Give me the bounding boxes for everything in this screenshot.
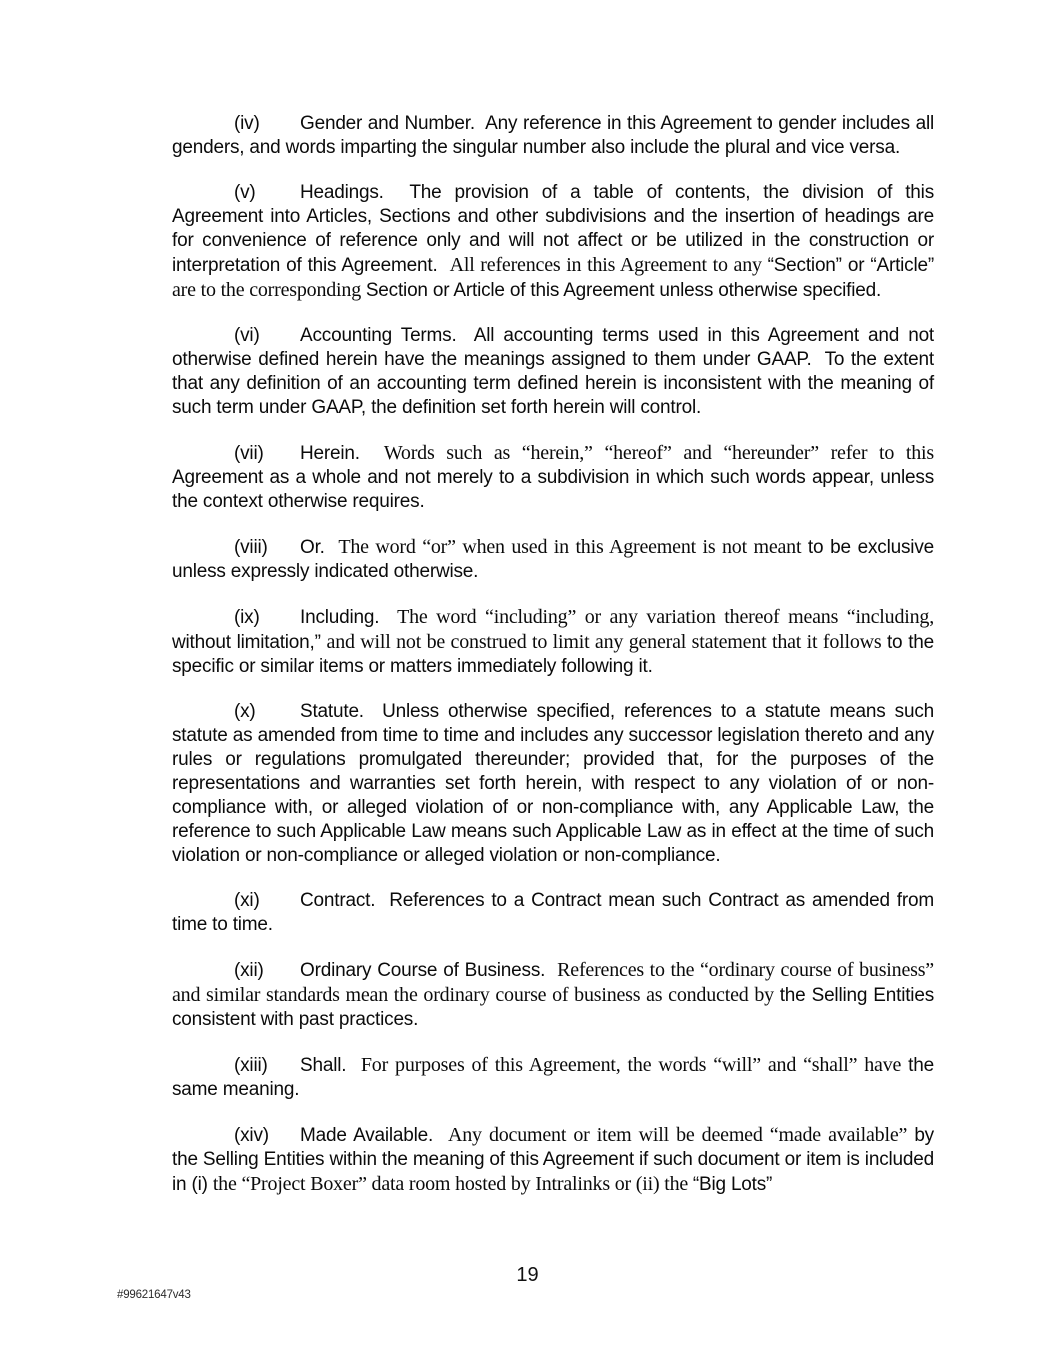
paragraph-text-segment: References to a Contract mean such Contract as amended from time to time.	[172, 890, 934, 935]
paragraph-text-segment: Agreement as a whole and not merely to a subdivision in which such words appear, unless the context otherwise requires.	[172, 467, 934, 512]
paragraph	[172, 700, 934, 868]
paragraph-text-segment: The provision of a table of contents, the division of this Agreement into Articles, Sections and other subdivisions and the insertion of headings are for convenience of reference only and will not affect or be utilized in the construction or interpretation of this Agreement.	[172, 182, 934, 276]
page-number: 19	[516, 1264, 539, 1286]
document-body	[172, 112, 934, 1218]
paragraph-title: Made Available.	[300, 1125, 434, 1146]
document-id-stamp: #99621647v43	[117, 1289, 191, 1301]
paragraph	[172, 535, 934, 584]
paragraph-text-segment: For purposes of this Agreement, the words “will” and “shall” have	[360, 1054, 909, 1076]
paragraph-title: Including.	[300, 607, 380, 628]
paragraph-text-segment: Unless otherwise specified, references to a statute means such statute as amended from time to time and includes any successor legislation thereto and any rules or regulations promulgated thereunder; provided that, for the purposes of the representations and warranties set forth herein, with respect to any violation of or non-compliance with, or alleged violation of or non-compliance with, any Applicable Law, the reference to such Applicable Law means such Applicable Law as in effect at the time of such violation or non-compliance or alleged violation or non-compliance.	[172, 701, 934, 866]
paragraph-text-segment: Any reference in this Agreement to gender includes all genders, and words imparting the singular number also include the plural and vice versa.	[172, 113, 935, 158]
paragraph-title: Headings.	[300, 182, 384, 203]
paragraph-number: (iv)	[234, 113, 260, 134]
paragraph	[172, 324, 934, 420]
paragraph	[172, 181, 934, 303]
paragraph-number: (vii)	[234, 443, 264, 464]
paragraph-text-segment: All accounting terms used in this Agreement and not otherwise defined herein have the meanings assigned to them under GAAP. To the extent that any definition of an accounting term defined herein is inconsistent with the meaning of such term under GAAP, the definition set forth herein will control.	[172, 325, 935, 418]
paragraph-text-segment: without limitation,”	[172, 632, 327, 653]
paragraph-title: Shall.	[300, 1055, 347, 1076]
paragraph-title: Statute.	[300, 701, 364, 722]
paragraph-number: (xii)	[234, 960, 264, 981]
paragraph	[172, 1053, 934, 1102]
paragraph-title: Or.	[300, 537, 325, 558]
paragraph-text-segment: the “Project Boxer” data room hosted by Intralinks or (ii) the	[212, 1173, 693, 1195]
paragraph-number: (v)	[234, 182, 256, 203]
paragraph-title: Accounting Terms.	[300, 325, 457, 346]
paragraph-text-segment: to the specific or similar items or matters immediately following it.	[172, 632, 935, 677]
paragraph-text-segment: are to the corresponding	[172, 279, 366, 301]
paragraph-number: (viii)	[234, 537, 268, 558]
paragraph-title: Gender and Number.	[300, 113, 475, 134]
paragraph-text-segment: “Big Lots”	[692, 1174, 773, 1195]
paragraph-text-segment: All references in this Agreement to any	[449, 254, 768, 276]
paragraph-number: (xi)	[234, 890, 260, 911]
paragraph	[172, 605, 934, 679]
paragraph-text-segment: “Section” or “Article”	[767, 255, 934, 276]
paragraph-text-segment: to be exclusive unless expressly indicated otherwise.	[172, 537, 934, 582]
paragraph	[172, 441, 934, 514]
paragraph-text-segment: Words such as “herein,” “hereof” and “hereunder” refer to this	[383, 442, 934, 464]
paragraph-text-segment: the same meaning.	[172, 1055, 934, 1100]
paragraph-text-segment: The word “including” or any variation thereof means “including,	[397, 606, 934, 628]
paragraph-number: (x)	[234, 701, 256, 722]
paragraph-text-segment: References to the “ordinary course of business” and similar standards mean the ordinary course of business as conducted by	[172, 959, 934, 1006]
paragraph-title: Herein.	[300, 443, 360, 464]
paragraph-text-segment: The word “or” when used in this Agreement is not meant	[338, 536, 808, 558]
paragraph-title: Contract.	[300, 890, 376, 911]
paragraph-number: (vi)	[234, 325, 260, 346]
paragraph	[172, 958, 934, 1032]
paragraph-title: Ordinary Course of Business.	[300, 960, 546, 981]
paragraph-number: (ix)	[234, 607, 260, 628]
paragraph-text-segment: Any document or item will be deemed “made available”	[447, 1124, 915, 1146]
paragraph-text-segment: by the Selling Entities within the meaning of this Agreement if such document or item is included in (i)	[172, 1125, 934, 1195]
paragraph	[172, 112, 934, 160]
paragraph	[172, 889, 934, 937]
paragraph-number: (xiii)	[234, 1055, 268, 1076]
paragraph-text-segment: and will not be construed to limit any general statement that it follows	[326, 631, 887, 653]
paragraph	[172, 1123, 934, 1197]
paragraph-text-segment: Section or Article of this Agreement unless otherwise specified.	[365, 280, 882, 301]
paragraph-text-segment: the Selling Entities consistent with past practices.	[172, 985, 934, 1030]
paragraph-number: (xiv)	[234, 1125, 269, 1146]
